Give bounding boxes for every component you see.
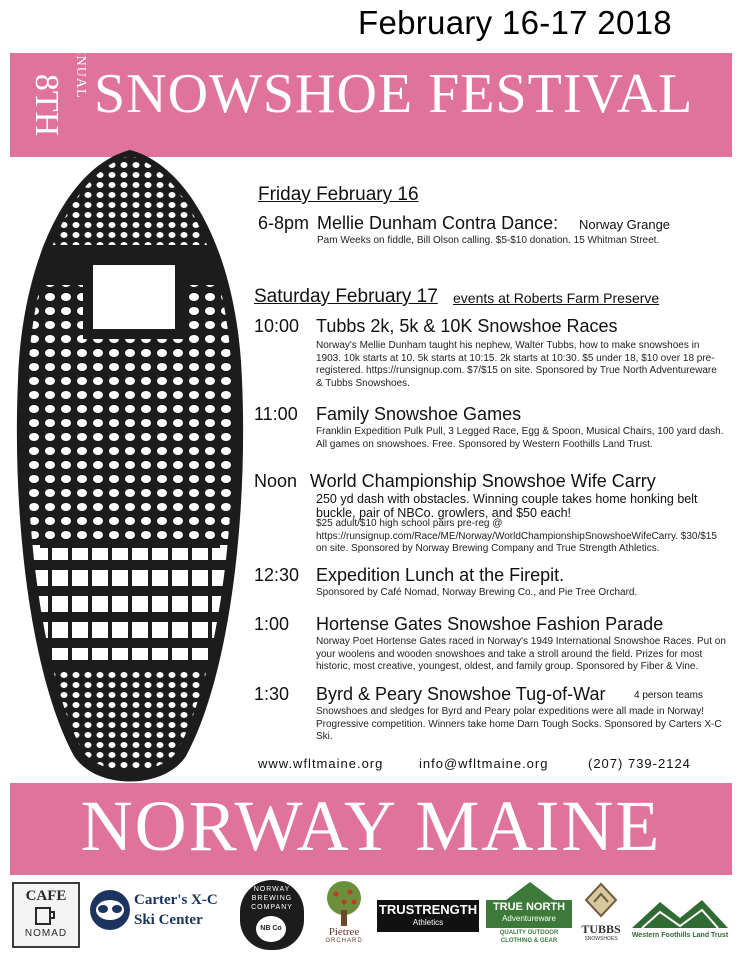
friday-details: Pam Weeks on fiddle, Bill Olson calling. $5-$10 donation. 15 Whitman Street. <box>317 235 660 246</box>
event-lead-text: 250 yd dash with obstacles. Winning couple takes home honking belt buckle, pair of NBCo. growlers, and $50 each! <box>316 492 698 520</box>
saturday-location-note: events at Roberts Farm Preserve <box>453 290 660 306</box>
tubbs-sub: SNOWSHOES <box>584 936 618 942</box>
event-details: Norway's Mellie Dunham taught his nephew, Walter Tubbs, how to make snowshoes in 1903. 10k starts at 10. 5k starts at 10:15. 2k starts at 10:30. $5 under 18, $10 over 18 pre-registered. https://runsignup.com. $7/$15 on site. Sponsored by True North Adventureware & Tubbs Snowshoes. <box>316 340 717 389</box>
cafe-nomad-top: CAFE <box>25 888 67 904</box>
event-time: 1:30 <box>254 684 290 704</box>
event-lead <box>316 492 726 520</box>
email-link[interactable]: info@wfltmaine.org <box>419 756 549 771</box>
friday-heading: Friday February 16 <box>258 184 419 205</box>
apple-tree-icon <box>316 880 372 926</box>
wflt-logo <box>628 880 732 950</box>
event-time: 1:00 <box>254 614 290 634</box>
event-time: Noon <box>254 471 298 491</box>
event-details: Snowshoes and sledges for Byrd and Peary polar expeditions were all made in Norway! Progressive competition. Winners take home Darn Tough Socks. Sponsored by Carters X-C Ski. <box>316 706 722 742</box>
event-title: World Championship Snowshoe Wife Carry <box>310 471 656 491</box>
pietree-name: Pietree <box>328 926 360 938</box>
saturday-heading: Saturday February 17 <box>254 286 438 307</box>
raccoon-icon <box>88 884 132 938</box>
edition-ordinal: 8TH <box>28 73 65 137</box>
cafe-nomad-logo <box>12 880 78 950</box>
friday-event-title: Mellie Dunham Contra Dance: <box>317 213 559 233</box>
phone-number: (207) 739-2124 <box>588 756 691 771</box>
norway-brewing-logo <box>240 880 306 950</box>
hills-icon <box>632 898 728 930</box>
event-time: 11:00 <box>254 404 298 424</box>
cafe-cup-icon <box>34 906 58 928</box>
tent-icon <box>504 880 556 900</box>
true-north-tag2: CLOTHING & GEAR <box>500 938 558 944</box>
website-link[interactable]: www.wfltmaine.org <box>258 756 384 771</box>
friday-venue: Norway Grange <box>579 217 671 232</box>
event-date: February 16-17 2018 <box>358 4 672 41</box>
cafe-nomad-bottom: NOMAD <box>24 928 68 939</box>
carters-line1: Carter's X-C <box>134 892 218 908</box>
event-tag: 4 person teams <box>634 690 703 701</box>
event-details: Sponsored by Café Nomad, Norway Brewing Co., and Pie Tree Orchard. <box>316 587 638 598</box>
friday-time: 6-8pm <box>258 213 310 233</box>
event-title: Tubbs 2k, 5k & 10K Snowshoe Races <box>316 316 618 336</box>
event-details: Franklin Expedition Pulk Pull, 3 Legged Race, Egg & Spoon, Musical Chairs, 100 yard dash. All games on snowshoes. Free. Sponsored by Western Foothills Land Trust. <box>316 426 724 450</box>
event-details: $25 adult/$10 high school pairs pre-reg @ https://runsignup.com/Race/ME/Norway/WorldChampionshipSnowshoeWifeCarry. $30/$15 on site. Sponsored by Norway Brewing Company and True Strength Athletics. <box>316 518 717 554</box>
brewing-bottom: COMPANY <box>251 904 293 911</box>
edition-annual: ANNUAL <box>73 33 88 99</box>
location-title: NORWAY MAINE <box>80 786 662 866</box>
truestrength-name: TRUSTRENGTH <box>378 902 478 917</box>
tubbs-emblem-icon <box>584 882 618 918</box>
event-time: 12:30 <box>254 565 300 585</box>
true-north-tag1: QUALITY OUTDOOR <box>499 930 559 936</box>
carters-line2: Ski Center <box>134 912 203 928</box>
tubbs-logo <box>578 880 624 950</box>
pietree-logo <box>312 880 374 950</box>
true-north-logo <box>486 880 574 950</box>
true-north-name: TRUE NORTH <box>492 901 566 913</box>
event-title: Expedition Lunch at the Firepit. <box>316 565 565 585</box>
event-time: 10:00 <box>254 316 300 336</box>
event-title: Byrd & Peary Snowshoe Tug-of-War <box>316 684 606 704</box>
festival-title: SNOWSHOE FESTIVAL <box>94 63 694 125</box>
brewing-center: NB Co <box>256 916 286 942</box>
brewing-mid: BREWING <box>251 895 293 902</box>
brewing-top: NORWAY <box>253 886 291 893</box>
truestrength-sub: Athletics <box>412 918 444 927</box>
pietree-orchard: ORCHARD <box>325 938 363 944</box>
truestrength-logo <box>377 880 481 950</box>
true-north-sub: Adventureware <box>502 914 556 923</box>
carters-logo <box>88 880 228 950</box>
event-title: Family Snowshoe Games <box>316 404 522 424</box>
wflt-name: Western Foothills Land Trust <box>631 932 729 939</box>
tubbs-name: TUBBS <box>581 922 621 936</box>
event-details: Norway Poet Hortense Gates raced in Norway's 1949 International Snowshoe Races. Put on your woolens and wooden snowshoes and take a stroll around the field. Prizes for most historic, most creative, youngest, oldest, and family group. Sponsored by Fiber & Vine. <box>316 636 726 672</box>
edition-badge <box>26 64 66 144</box>
event-title: Hortense Gates Snowshoe Fashion Parade <box>316 614 664 634</box>
snowshoe-illustration <box>10 150 250 785</box>
